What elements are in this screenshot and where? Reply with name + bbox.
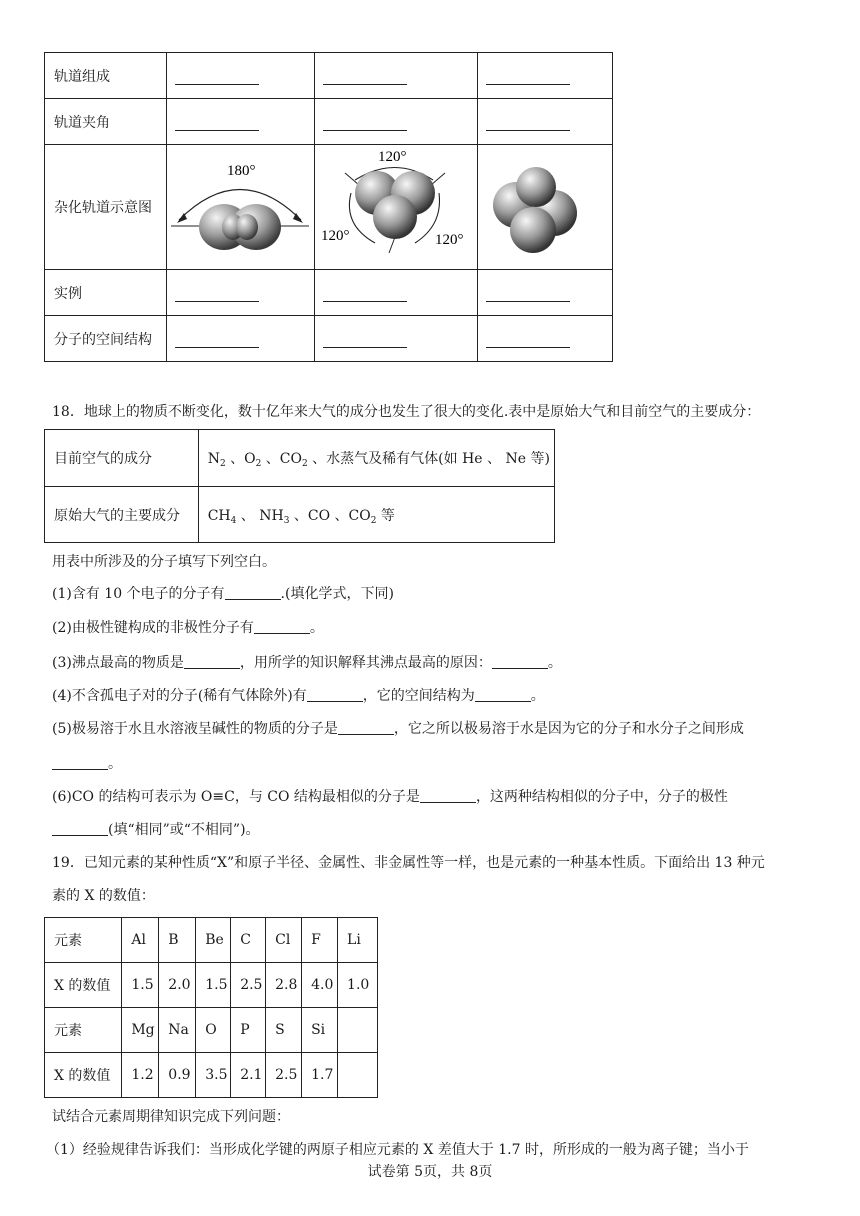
question-18-5: (5)极易溶于水且水溶液呈碱性的物质的分子是 ，它之所以极易溶于水是因为它的分子和水分子之间形成 bbox=[52, 721, 744, 737]
answer-blank[interactable] bbox=[420, 788, 476, 803]
question-18-6-cont: (填“相同”或“不相同”)。 bbox=[52, 820, 260, 840]
table-cell: 3.5 bbox=[196, 1053, 231, 1098]
question-18-6: (6)CO 的结构可表示为 O≡C，与 CO 结构最相似的分子是 ，这两种结构相似的分子中，分子的极性 bbox=[52, 789, 728, 805]
question-18-4: (4)不含孤电子对的分子(稀有气体除外)有 ，它的空间结构为 。 bbox=[52, 688, 545, 704]
page-footer: 试卷第 5页，共 8页 bbox=[367, 1164, 493, 1180]
angle-label: 180° bbox=[227, 163, 256, 179]
element-x-table bbox=[44, 917, 378, 1098]
table-row bbox=[45, 316, 613, 362]
table-row bbox=[45, 1008, 378, 1053]
atmosphere-table bbox=[44, 429, 555, 543]
question-18-3: (3)沸点最高的物质是 ，用所学的知识解释其沸点最高的原因： 。 bbox=[52, 655, 562, 671]
table-cell: Be bbox=[196, 918, 231, 963]
table-cell: 1.5 bbox=[122, 963, 159, 1008]
answer-blank[interactable] bbox=[175, 112, 259, 131]
table-cell: C bbox=[231, 918, 266, 963]
table-row bbox=[45, 487, 555, 543]
row-label: X 的数值 bbox=[45, 963, 122, 1008]
table-cell: 2.8 bbox=[266, 963, 302, 1008]
table-cell: 1.7 bbox=[302, 1053, 338, 1098]
answer-blank[interactable] bbox=[486, 112, 570, 131]
answer-blank[interactable] bbox=[323, 283, 407, 302]
row-label: 轨道组成 bbox=[45, 53, 167, 99]
current-air-components: $N_2$ 、$O_2$ 、$CO_2$ 、水蒸气及稀有气体(如 He 、 Ne 等) bbox=[198, 430, 554, 487]
answer-blank[interactable] bbox=[475, 687, 531, 702]
answer-blank[interactable] bbox=[486, 66, 570, 85]
sp3-orbital-diagram bbox=[477, 145, 612, 270]
primitive-atmosphere-components: $CH_4$ 、 $NH_3$ 、CO 、$CO_2$ 等 bbox=[198, 487, 554, 543]
row-label: 轨道夹角 bbox=[45, 99, 167, 145]
table-cell: 1.5 bbox=[196, 963, 231, 1008]
table-cell bbox=[338, 1008, 378, 1053]
row-label: 元素 bbox=[45, 1008, 122, 1053]
row-label: 分子的空间结构 bbox=[45, 316, 167, 362]
table-cell: Al bbox=[122, 918, 159, 963]
table-cell: P bbox=[231, 1008, 266, 1053]
answer-blank[interactable] bbox=[307, 687, 363, 702]
row-label: 元素 bbox=[45, 918, 122, 963]
answer-blank[interactable] bbox=[323, 329, 407, 348]
answer-blank[interactable] bbox=[184, 654, 240, 669]
question-18-5-cont: 。 bbox=[52, 754, 122, 774]
table-row bbox=[45, 145, 613, 270]
answer-blank[interactable] bbox=[492, 654, 548, 669]
table-cell: 1.0 bbox=[338, 963, 378, 1008]
table-cell: Li bbox=[338, 918, 378, 963]
question-18-1: (1)含有 10 个电子的分子有 .(填化学式，下同) bbox=[52, 586, 394, 602]
answer-blank[interactable] bbox=[175, 329, 259, 348]
angle-label: 120° bbox=[377, 149, 407, 165]
answer-blank[interactable] bbox=[338, 720, 394, 735]
table-cell: F bbox=[302, 918, 338, 963]
table-cell: 2.1 bbox=[231, 1053, 266, 1098]
table-cell: 2.0 bbox=[159, 963, 196, 1008]
question-19-intro-cont: 素的 X 的数值： bbox=[52, 888, 155, 904]
table-cell: O bbox=[196, 1008, 231, 1053]
angle-label: 120° bbox=[320, 228, 350, 244]
row-label: X 的数值 bbox=[45, 1053, 122, 1098]
sp-orbital-diagram bbox=[167, 145, 315, 270]
question-18-intro: 18．地球上的物质不断变化，数十亿年来大气的成分也发生了很大的变化.表中是原始大气和目前空气的主要成分： bbox=[52, 404, 761, 420]
sp2-orbital-diagram bbox=[314, 145, 477, 270]
table-cell: 1.2 bbox=[122, 1053, 159, 1098]
question-19-1: （1）经验规律告诉我们：当形成化学键的两原子相应元素的 X 差值大于 1.7 时，所形成的一般为离子键；当小于 bbox=[46, 1142, 749, 1158]
table-row bbox=[45, 1053, 378, 1098]
row-label: 原始大气的主要成分 bbox=[45, 487, 199, 543]
answer-blank[interactable] bbox=[175, 66, 259, 85]
answer-blank[interactable] bbox=[254, 619, 310, 634]
answer-blank[interactable] bbox=[486, 329, 570, 348]
table-cell: Mg bbox=[122, 1008, 159, 1053]
table-cell: 2.5 bbox=[266, 1053, 302, 1098]
table-row bbox=[45, 963, 378, 1008]
answer-blank[interactable] bbox=[52, 821, 108, 836]
table-cell: Cl bbox=[266, 918, 302, 963]
row-label: 杂化轨道示意图 bbox=[45, 145, 167, 270]
answer-blank[interactable] bbox=[486, 283, 570, 302]
table-cell: S bbox=[266, 1008, 302, 1053]
table-row bbox=[45, 918, 378, 963]
question-18-lead: 用表中所涉及的分子填写下列空白。 bbox=[52, 554, 276, 570]
answer-blank[interactable] bbox=[323, 66, 407, 85]
question-18-2: (2)由极性键构成的非极性分子有 。 bbox=[52, 620, 324, 636]
answer-blank[interactable] bbox=[323, 112, 407, 131]
table-row bbox=[45, 53, 613, 99]
table-cell: 4.0 bbox=[302, 963, 338, 1008]
table-cell bbox=[338, 1053, 378, 1098]
hybrid-orbital-table bbox=[44, 52, 613, 362]
table-cell: 0.9 bbox=[159, 1053, 196, 1098]
answer-blank[interactable] bbox=[225, 585, 281, 600]
question-19-after: 试结合元素周期律知识完成下列问题： bbox=[52, 1109, 290, 1125]
answer-blank[interactable] bbox=[175, 283, 259, 302]
row-label: 目前空气的成分 bbox=[45, 430, 199, 487]
table-cell: B bbox=[159, 918, 196, 963]
angle-label: 120° bbox=[434, 232, 464, 248]
table-cell: 2.5 bbox=[231, 963, 266, 1008]
table-cell: Na bbox=[159, 1008, 196, 1053]
table-row bbox=[45, 430, 555, 487]
row-label: 实例 bbox=[45, 270, 167, 316]
table-cell: Si bbox=[302, 1008, 338, 1053]
answer-blank[interactable] bbox=[52, 755, 108, 770]
table-row bbox=[45, 270, 613, 316]
table-row bbox=[45, 99, 613, 145]
question-19-intro: 19．已知元素的某种性质“X”和原子半径、金属性、非金属性等一样，也是元素的一种基本性质。下面给出 13 种元 bbox=[52, 855, 765, 871]
